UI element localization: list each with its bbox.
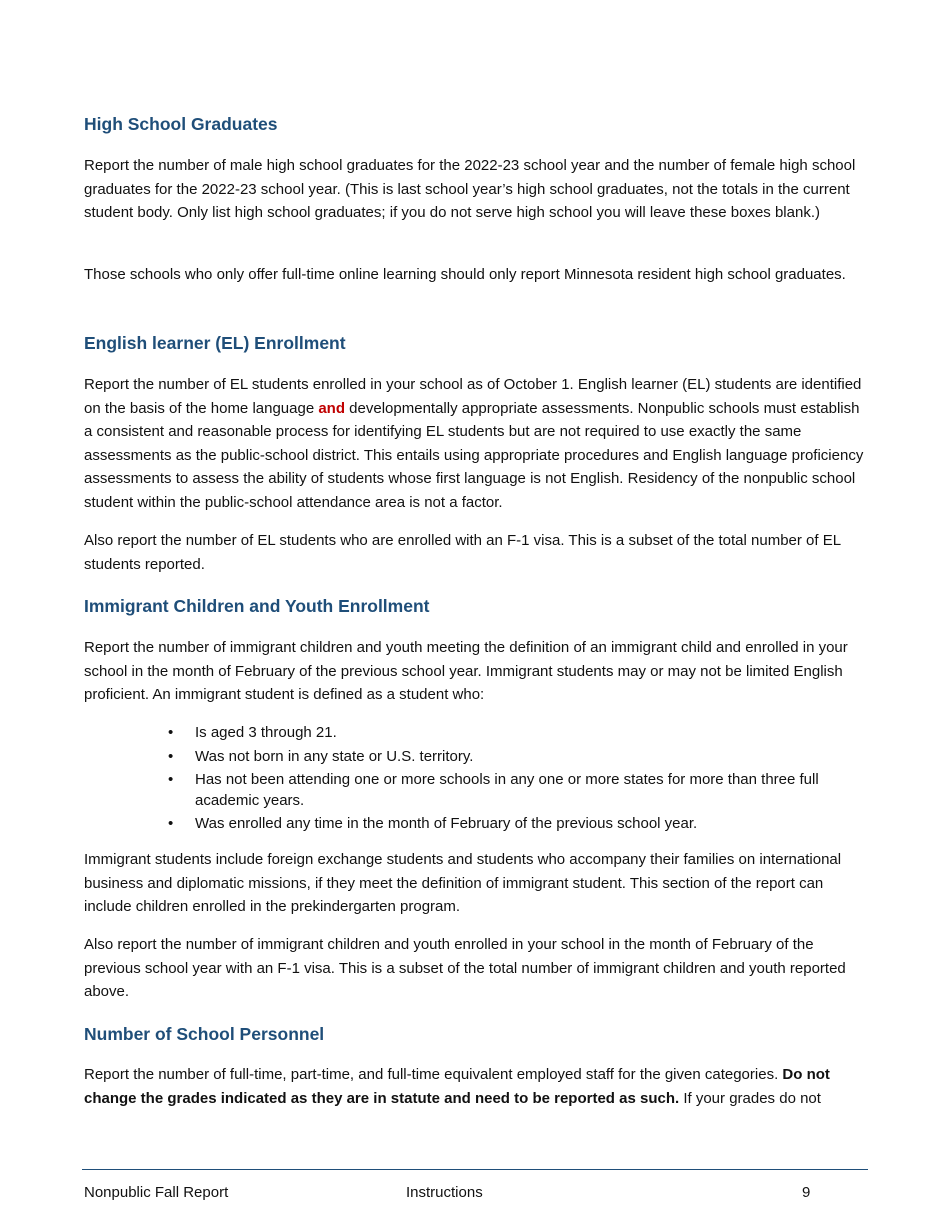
- paragraph-immigrant-students-include: Immigrant students include foreign exchange students and students who accompany their families on international business and diplomatic missions, if they meet the definition of immigrant student. This section of the report can include children enrolled in the prekindergarten program.: [84, 851, 842, 915]
- bold-statute-note: Do not change the grades indicated as they are in statute and need to be reported as such.: [84, 1066, 830, 1107]
- immigrant-criteria-list: [168, 723, 848, 838]
- footer-page-number: 9: [802, 1184, 811, 1201]
- footer-divider: [82, 1169, 868, 1170]
- paragraph-el-f1-visa: Also report the number of EL students who are enrolled with an F-1 visa. This is a subset of the total number of EL students reported.: [84, 532, 841, 573]
- heading-school-personnel: Number of School Personnel: [84, 1024, 325, 1044]
- heading-english-learner: English learner (EL) Enrollment: [84, 333, 346, 353]
- paragraph-graduates-report: Report the number of male high school graduates for the 2022-23 school year and the number of female high school graduates for the 2022-23 school year. (This is last school year’s high school graduates, not the totals in the current student body. Only list high school graduates; if you do not serve high school you will leave these boxes blank.): [84, 157, 856, 221]
- heading-immigrant-enrollment: Immigrant Children and Youth Enrollment: [84, 596, 430, 616]
- paragraph-immigrant-f1-visa: Also report the number of immigrant children and youth enrolled in your school in the month of February of the previous school year with an F-1 visa. This is a subset of the total number of immigrant children and youth reported above.: [84, 936, 846, 1000]
- emphasis-and: and: [318, 399, 346, 417]
- paragraph-online-learning: Those schools who only offer full-time online learning should only report Minnesota resident high school graduates.: [84, 266, 846, 283]
- footer-document-title: Nonpublic Fall Report: [84, 1184, 229, 1201]
- paragraph-el-enrollment: Report the number of EL students enrolled in your school as of October 1. English learner (EL) students are identified on the basis of the home language and developmentally appropriate assessments. Nonpublic schools must establish a consistent and reasonable process for identifying EL students but are not required to use exactly the same assessments as the public-school district. This entails using appropriate procedures and English language proficiency assessments to assess the ability of students whose first language is not English. Residency of the nonpublic school student within the public-school attendance area is not a factor.: [84, 376, 864, 511]
- list-item: • Has not been attending one or more schools in any one or more states for more than three full academic years.: [168, 770, 848, 811]
- footer-section-name: Instructions: [406, 1184, 483, 1201]
- list-item: • Was enrolled any time in the month of February of the previous school year.: [168, 814, 848, 835]
- paragraph-immigrant-definition: Report the number of immigrant children and youth meeting the definition of an immigrant child and enrolled in your school in the month of February of the previous school year. Immigrant students may or may not be limited English proficient. An immigrant student is defined as a student who:: [84, 639, 848, 703]
- paragraph-personnel: Report the number of full-time, part-time, and full-time equivalent employed staff for the given categories. Do not change the grades indicated as they are in statute and need to be reported as such. If your grades do not: [84, 1066, 830, 1107]
- list-item: • Is aged 3 through 21.: [168, 723, 848, 744]
- list-item: • Was not born in any state or U.S. territory.: [168, 747, 848, 768]
- heading-high-school-graduates: High School Graduates: [84, 114, 278, 134]
